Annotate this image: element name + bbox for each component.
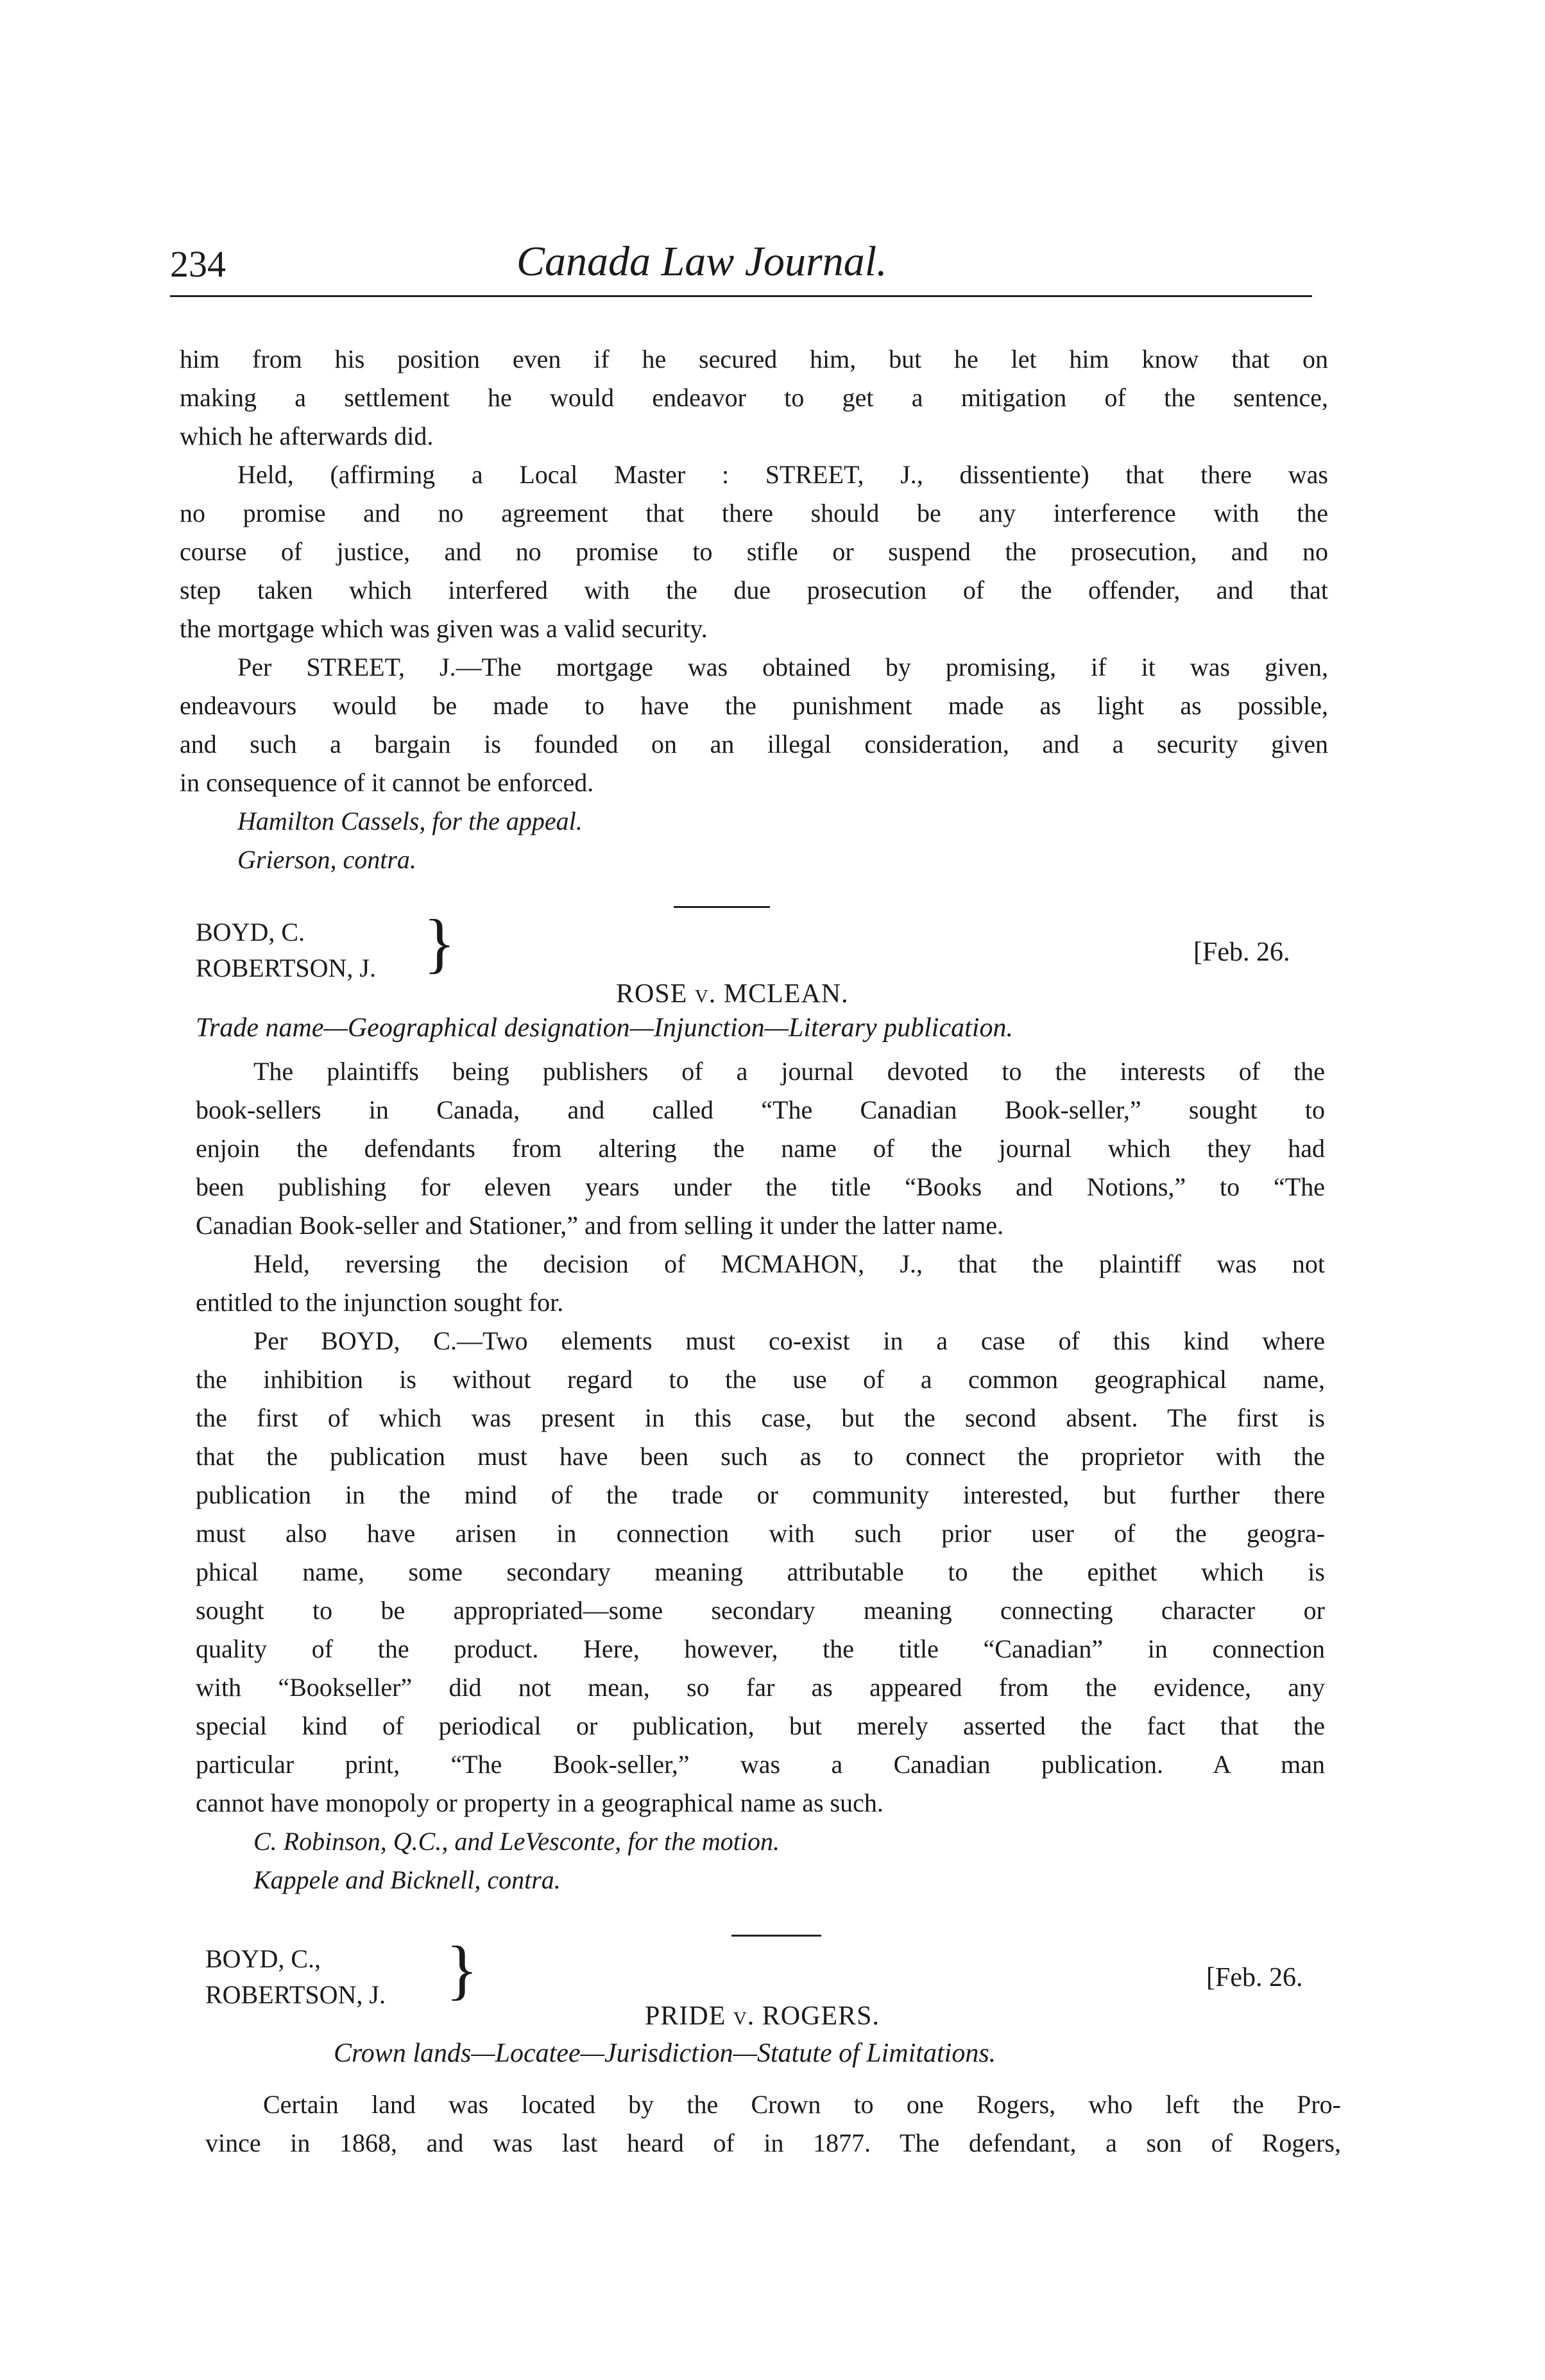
text-line: phical name, some secondary meaning attributable to the epithet which is <box>196 1557 1325 1586</box>
section-divider <box>731 1935 821 1937</box>
section-divider <box>674 906 770 908</box>
case2-judges <box>196 914 376 986</box>
case2-body <box>196 1052 1325 1899</box>
text-line: which he afterwards did. <box>180 422 434 450</box>
text-line: and such a bargain is founded on an illegal consideration, and a security given <box>180 730 1328 758</box>
judge-name: BOYD, C. <box>196 918 305 946</box>
judge-name: ROBERTSON, J. <box>205 1980 386 2009</box>
text-line: The plaintiffs being publishers of a journal devoted to the interests of the <box>253 1057 1325 1086</box>
text-line: particular print, “The Book-seller,” was a Canadian publication. A man <box>196 1750 1325 1779</box>
case2-date: [Feb. 26. <box>1193 937 1290 967</box>
text-line: endeavours would be made to have the punishment made as light as possible, <box>180 691 1328 720</box>
case3-headnote: Crown lands—Locatee—Jurisdiction—Statute of Limitations. <box>334 2039 996 2068</box>
page-number: 234 <box>170 243 226 285</box>
text-line: the first of which was present in this case, but the second absent. The first is <box>196 1403 1325 1432</box>
counsel-line: Grierson, contra. <box>237 845 416 874</box>
text-line: quality of the product. Here, however, the title “Canadian” in connection <box>196 1634 1325 1663</box>
text-line: been publishing for eleven years under the title “Books and Notions,” to “The <box>196 1172 1325 1201</box>
brace-glyph: } <box>446 1933 478 2007</box>
text-line: must also have arisen in connection with such prior user of the geogra- <box>196 1519 1325 1548</box>
case2-headnote: Trade name—Geographical designation—Injunction—Literary publication. <box>196 1013 1013 1043</box>
text-line: Held, reversing the decision of MCMAHON, J., that the plaintiff was not <box>253 1249 1325 1278</box>
text-line: Certain land was located by the Crown to one Rogers, who left the Pro- <box>263 2090 1341 2119</box>
case3-title: PRIDE v. ROGERS. <box>645 2001 880 2031</box>
header-rule <box>170 295 1312 297</box>
text-line: Per STREET, J.—The mortgage was obtained by promising, if it was given, <box>237 653 1328 681</box>
journal-title: Canada Law Journal. <box>516 238 887 285</box>
text-line: vince in 1868, and was last heard of in 1877. The defendant, a son of Rogers, <box>205 2128 1341 2157</box>
text-line: the mortgage which was given was a valid security. <box>180 614 708 643</box>
text-line: making a settlement he would endeavor to get a mitigation of the sentence, <box>180 383 1328 412</box>
text-line: enjoin the defendants from altering the name of the journal which they had <box>196 1134 1325 1163</box>
case3-date: [Feb. 26. <box>1206 1963 1303 1992</box>
text-line: the inhibition is without regard to the use of a common geographical name, <box>196 1365 1325 1394</box>
text-line: with “Bookseller” did not mean, so far as appeared from the evidence, any <box>196 1673 1325 1702</box>
text-line: in consequence of it cannot be enforced. <box>180 768 594 797</box>
counsel-line: Kappele and Bicknell, contra. <box>253 1865 561 1894</box>
text-line: Per BOYD, C.—Two elements must co-exist in a case of this kind where <box>253 1326 1325 1355</box>
text-line: book-sellers in Canada, and called “The Canadian Book-seller,” sought to <box>196 1095 1325 1124</box>
text-line: cannot have monopoly or property in a geographical name as such. <box>196 1788 883 1817</box>
case1-body <box>180 340 1328 879</box>
counsel-line: C. Robinson, Q.C., and LeVesconte, for the motion. <box>253 1827 780 1856</box>
text-line: Held, (affirming a Local Master : STREET, J., dissentiente) that there was <box>237 460 1328 489</box>
text-line: him from his position even if he secured him, but he let him know that on <box>180 345 1328 373</box>
judge-name: BOYD, C., <box>205 1944 321 1973</box>
page-header <box>170 238 1312 300</box>
text-line: sought to be appropriated—some secondary meaning connecting character or <box>196 1596 1325 1625</box>
counsel-line: Hamilton Cassels, for the appeal. <box>237 807 583 835</box>
judge-name: ROBERTSON, J. <box>196 954 376 982</box>
text-line: publication in the mind of the trade or community interested, but further there <box>196 1480 1325 1509</box>
text-line: step taken which interfered with the due prosecution of the offender, and that <box>180 576 1328 604</box>
text-line: Canadian Book-seller and Stationer,” and from selling it under the latter name. <box>196 1211 1004 1240</box>
case3-body <box>205 2085 1341 2162</box>
text-line: course of justice, and no promise to stifle or suspend the prosecution, and no <box>180 537 1328 566</box>
text-line: special kind of periodical or publication, but merely asserted the fact that the <box>196 1711 1325 1740</box>
text-line: entitled to the injunction sought for. <box>196 1288 564 1317</box>
case3-judges <box>205 1941 386 2013</box>
text-line: no promise and no agreement that there should be any interference with the <box>180 499 1328 527</box>
brace-glyph: } <box>423 906 456 980</box>
text-line: that the publication must have been such as to connect the proprietor with the <box>196 1442 1325 1471</box>
case2-title: ROSE v. MCLEAN. <box>616 979 849 1009</box>
